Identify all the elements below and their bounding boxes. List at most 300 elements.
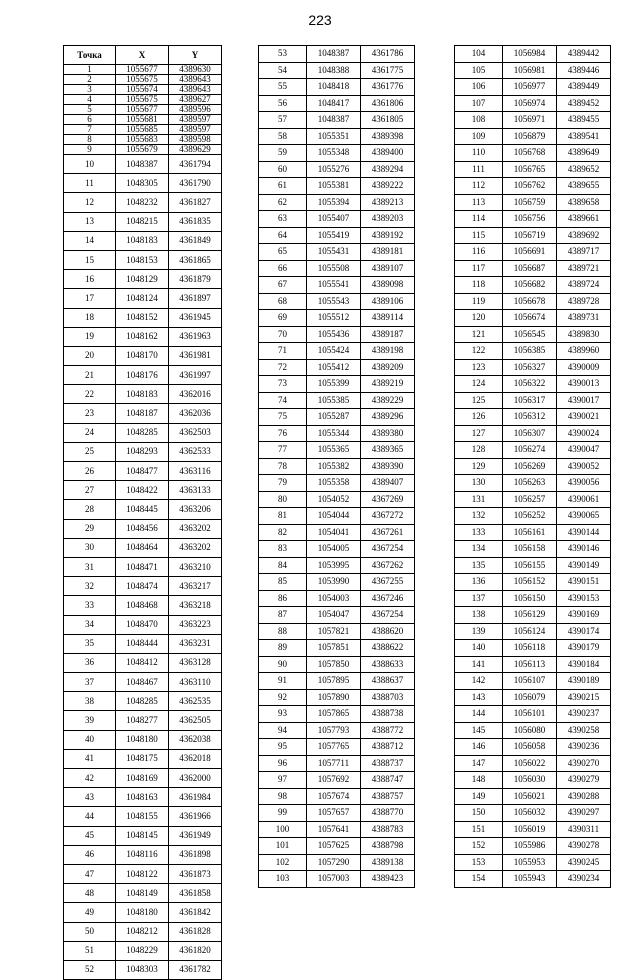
table-row [259,689,415,706]
table-row [455,95,611,112]
x-coordinate-cell: 1056768 [503,145,557,162]
point-number-cell: 43 [64,788,116,807]
point-number-cell: 75 [259,409,307,426]
x-coordinate-cell: 1055351 [307,128,361,145]
point-number-cell: 91 [259,673,307,690]
x-coordinate-cell: 1054047 [307,607,361,624]
x-coordinate-cell: 1048124 [116,289,169,308]
point-number-cell: 66 [259,260,307,277]
x-coordinate-cell: 1055436 [307,326,361,343]
y-coordinate-cell: 4361790 [169,174,222,193]
point-number-cell: 13 [64,212,116,231]
point-number-cell: 68 [259,293,307,310]
table-row [64,423,222,442]
table-row [64,145,222,155]
x-coordinate-cell: 1048456 [116,519,169,538]
y-coordinate-cell: 4390215 [557,689,611,706]
y-coordinate-cell: 4363223 [169,615,222,634]
x-coordinate-cell: 1054044 [307,508,361,525]
table-row [455,194,611,211]
y-coordinate-cell: 4361898 [169,845,222,864]
table-row [455,161,611,178]
table-row [64,960,222,979]
point-number-cell: 136 [455,574,503,591]
point-number-cell: 30 [64,538,116,557]
point-number-cell: 101 [259,838,307,855]
x-coordinate-cell: 1056161 [503,524,557,541]
table-row [64,557,222,576]
point-number-cell: 58 [259,128,307,145]
table-row [455,491,611,508]
point-number-cell: 52 [64,960,116,979]
x-coordinate-cell: 1055541 [307,277,361,294]
table-row [455,574,611,591]
point-number-cell: 78 [259,458,307,475]
table-row [64,749,222,768]
x-coordinate-cell: 1057851 [307,640,361,657]
header-x: X [116,46,169,65]
table-row [455,541,611,558]
table-row [259,359,415,376]
y-coordinate-cell: 4390153 [557,590,611,607]
x-coordinate-cell: 1055348 [307,145,361,162]
point-number-cell: 57 [259,112,307,129]
point-number-cell: 54 [259,62,307,79]
x-coordinate-cell: 1056058 [503,739,557,756]
x-coordinate-cell: 1048470 [116,615,169,634]
point-number-cell: 28 [64,500,116,519]
table-row [455,376,611,393]
y-coordinate-cell: 4389830 [557,326,611,343]
x-coordinate-cell: 1057625 [307,838,361,855]
table-row [455,128,611,145]
x-coordinate-cell: 1056080 [503,722,557,739]
point-number-cell: 116 [455,244,503,261]
x-coordinate-cell: 1048149 [116,884,169,903]
table-row [64,615,222,634]
point-number-cell: 41 [64,749,116,768]
point-number-cell: 137 [455,590,503,607]
point-number-cell: 1 [64,65,116,75]
y-coordinate-cell: 4389596 [169,105,222,115]
point-number-cell: 44 [64,807,116,826]
point-number-cell: 92 [259,689,307,706]
point-number-cell: 63 [259,211,307,228]
point-number-cell: 151 [455,821,503,838]
point-number-cell: 25 [64,442,116,461]
table-row [455,343,611,360]
y-coordinate-cell: 4388757 [361,788,415,805]
y-coordinate-cell: 4389449 [557,79,611,96]
point-number-cell: 149 [455,788,503,805]
point-number-cell: 129 [455,458,503,475]
table-row [64,711,222,730]
table-row [259,442,415,459]
y-coordinate-cell: 4388703 [361,689,415,706]
x-coordinate-cell: 1048215 [116,212,169,231]
x-coordinate-cell: 1056101 [503,706,557,723]
point-number-cell: 8 [64,135,116,145]
y-coordinate-cell: 4363128 [169,653,222,672]
y-coordinate-cell: 4389717 [557,244,611,261]
table-row [455,359,611,376]
table-row [455,145,611,162]
y-coordinate-cell: 4361858 [169,884,222,903]
table-row [259,508,415,525]
y-coordinate-cell: 4390311 [557,821,611,838]
x-coordinate-cell: 1057793 [307,722,361,739]
table-row [455,788,611,805]
x-coordinate-cell: 1048145 [116,826,169,845]
x-coordinate-cell: 1056113 [503,656,557,673]
table-row [455,112,611,129]
table-row [259,95,415,112]
point-number-cell: 138 [455,607,503,624]
x-coordinate-cell: 1056984 [503,46,557,63]
y-coordinate-cell: 4388622 [361,640,415,657]
x-coordinate-cell: 1056079 [503,689,557,706]
point-number-cell: 84 [259,557,307,574]
table-row [259,739,415,756]
point-number-cell: 139 [455,623,503,640]
x-coordinate-cell: 1057692 [307,772,361,789]
point-number-cell: 120 [455,310,503,327]
y-coordinate-cell: 4389442 [557,46,611,63]
y-coordinate-cell: 4361782 [169,960,222,979]
table-row [64,85,222,95]
point-number-cell: 39 [64,711,116,730]
y-coordinate-cell: 4389296 [361,409,415,426]
table-row [259,838,415,855]
x-coordinate-cell: 1055424 [307,343,361,360]
y-coordinate-cell: 4361949 [169,826,222,845]
x-coordinate-cell: 1057711 [307,755,361,772]
table-row [259,524,415,541]
y-coordinate-cell: 4390270 [557,755,611,772]
y-coordinate-cell: 4361945 [169,308,222,327]
x-coordinate-cell: 1057865 [307,706,361,723]
table-row [259,722,415,739]
y-coordinate-cell: 4367246 [361,590,415,607]
x-coordinate-cell: 1056756 [503,211,557,228]
x-coordinate-cell: 1056682 [503,277,557,294]
y-coordinate-cell: 4389724 [557,277,611,294]
x-coordinate-cell: 1048422 [116,481,169,500]
x-coordinate-cell: 1054041 [307,524,361,541]
point-number-cell: 72 [259,359,307,376]
y-coordinate-cell: 4362503 [169,423,222,442]
table-row [259,62,415,79]
point-number-cell: 37 [64,673,116,692]
table-row [259,161,415,178]
y-coordinate-cell: 4389728 [557,293,611,310]
y-coordinate-cell: 4361963 [169,327,222,346]
y-coordinate-cell: 4388737 [361,755,415,772]
table-row [64,95,222,105]
y-coordinate-cell: 4363202 [169,519,222,538]
x-coordinate-cell: 1056150 [503,590,557,607]
point-number-cell: 100 [259,821,307,838]
point-number-cell: 150 [455,805,503,822]
table-row [64,105,222,115]
point-number-cell: 33 [64,596,116,615]
y-coordinate-cell: 4363110 [169,673,222,692]
y-coordinate-cell: 4390144 [557,524,611,541]
point-number-cell: 46 [64,845,116,864]
table-row [455,211,611,228]
point-number-cell: 5 [64,105,116,115]
x-coordinate-cell: 1054052 [307,491,361,508]
point-number-cell: 142 [455,673,503,690]
table-row [64,577,222,596]
point-number-cell: 24 [64,423,116,442]
point-number-cell: 71 [259,343,307,360]
y-coordinate-cell: 4389643 [169,75,222,85]
y-coordinate-cell: 4362533 [169,442,222,461]
point-number-cell: 73 [259,376,307,393]
x-coordinate-cell: 1056974 [503,95,557,112]
table-row [455,854,611,871]
x-coordinate-cell: 1056252 [503,508,557,525]
table-row [455,623,611,640]
table-row [64,404,222,423]
table-row [455,640,611,657]
y-coordinate-cell: 4389209 [361,359,415,376]
x-coordinate-cell: 1048477 [116,462,169,481]
point-number-cell: 143 [455,689,503,706]
table-row [455,508,611,525]
point-number-cell: 7 [64,125,116,135]
y-coordinate-cell: 4367254 [361,607,415,624]
table-row [64,135,222,145]
table-row [259,46,415,63]
y-coordinate-cell: 4390009 [557,359,611,376]
y-coordinate-cell: 4361794 [169,155,222,174]
y-coordinate-cell: 4390288 [557,788,611,805]
table-row [64,212,222,231]
x-coordinate-cell: 1057895 [307,673,361,690]
point-number-cell: 140 [455,640,503,657]
table-row [259,590,415,607]
y-coordinate-cell: 4362505 [169,711,222,730]
point-number-cell: 34 [64,615,116,634]
table-row [455,326,611,343]
y-coordinate-cell: 4390056 [557,475,611,492]
point-number-cell: 86 [259,590,307,607]
x-coordinate-cell: 1055399 [307,376,361,393]
x-coordinate-cell: 1055677 [116,105,169,115]
table-row [64,65,222,75]
table-row [455,772,611,789]
x-coordinate-cell: 1056977 [503,79,557,96]
x-coordinate-cell: 1048412 [116,653,169,672]
x-coordinate-cell: 1055681 [116,115,169,125]
point-number-cell: 98 [259,788,307,805]
table-row [259,623,415,640]
y-coordinate-cell: 4361805 [361,112,415,129]
point-number-cell: 153 [455,854,503,871]
point-number-cell: 9 [64,145,116,155]
header-point: Точка [64,46,116,65]
point-number-cell: 110 [455,145,503,162]
y-coordinate-cell: 4389390 [361,458,415,475]
table-row [455,689,611,706]
y-coordinate-cell: 4389630 [169,65,222,75]
table-row [259,194,415,211]
x-coordinate-cell: 1056312 [503,409,557,426]
table-row [259,772,415,789]
table-row [259,409,415,426]
table-row [259,343,415,360]
table-row [455,755,611,772]
point-number-cell: 16 [64,270,116,289]
point-number-cell: 62 [259,194,307,211]
point-number-cell: 20 [64,346,116,365]
y-coordinate-cell: 4389222 [361,178,415,195]
table-row [64,538,222,557]
table-row [455,706,611,723]
table-row [455,392,611,409]
y-coordinate-cell: 4388783 [361,821,415,838]
x-coordinate-cell: 1055365 [307,442,361,459]
y-coordinate-cell: 4389192 [361,227,415,244]
x-coordinate-cell: 1056155 [503,557,557,574]
x-coordinate-cell: 1048418 [307,79,361,96]
x-coordinate-cell: 1048285 [116,423,169,442]
point-number-cell: 67 [259,277,307,294]
x-coordinate-cell: 1048129 [116,270,169,289]
point-number-cell: 122 [455,343,503,360]
y-coordinate-cell: 4389198 [361,343,415,360]
point-number-cell: 89 [259,640,307,657]
table-row [259,541,415,558]
point-number-cell: 104 [455,46,503,63]
point-number-cell: 152 [455,838,503,855]
point-number-cell: 48 [64,884,116,903]
x-coordinate-cell: 1054005 [307,541,361,558]
table-row [259,821,415,838]
table-row [455,590,611,607]
y-coordinate-cell: 4362036 [169,404,222,423]
y-coordinate-cell: 4363116 [169,462,222,481]
point-number-cell: 49 [64,903,116,922]
y-coordinate-cell: 4361776 [361,79,415,96]
point-number-cell: 36 [64,653,116,672]
y-coordinate-cell: 4390065 [557,508,611,525]
x-coordinate-cell: 1056032 [503,805,557,822]
y-coordinate-cell: 4362038 [169,730,222,749]
table-row [64,692,222,711]
y-coordinate-cell: 4390146 [557,541,611,558]
point-number-cell: 22 [64,385,116,404]
point-number-cell: 141 [455,656,503,673]
table-row [455,79,611,96]
point-number-cell: 45 [64,826,116,845]
x-coordinate-cell: 1056107 [503,673,557,690]
y-coordinate-cell: 4389597 [169,125,222,135]
table-row [64,769,222,788]
point-number-cell: 85 [259,574,307,591]
y-coordinate-cell: 4390174 [557,623,611,640]
y-coordinate-cell: 4389219 [361,376,415,393]
x-coordinate-cell: 1055412 [307,359,361,376]
y-coordinate-cell: 4390021 [557,409,611,426]
x-coordinate-cell: 1056022 [503,755,557,772]
point-number-cell: 133 [455,524,503,541]
y-coordinate-cell: 4361981 [169,346,222,365]
point-number-cell: 60 [259,161,307,178]
point-number-cell: 102 [259,854,307,871]
table-row [259,458,415,475]
x-coordinate-cell: 1048183 [116,231,169,250]
point-number-cell: 53 [259,46,307,63]
point-number-cell: 76 [259,425,307,442]
x-coordinate-cell: 1048474 [116,577,169,596]
y-coordinate-cell: 4389138 [361,854,415,871]
table-row [259,871,415,888]
point-number-cell: 107 [455,95,503,112]
x-coordinate-cell: 1055381 [307,178,361,195]
x-coordinate-cell: 1055986 [503,838,557,855]
table-row [259,376,415,393]
table-row [455,821,611,838]
table-row [64,75,222,85]
x-coordinate-cell: 1055943 [503,871,557,888]
y-coordinate-cell: 4361828 [169,922,222,941]
point-number-cell: 90 [259,656,307,673]
x-coordinate-cell: 1057821 [307,623,361,640]
point-number-cell: 125 [455,392,503,409]
table-row [64,174,222,193]
x-coordinate-cell: 1055675 [116,75,169,85]
table-row [259,244,415,261]
table-row [259,475,415,492]
y-coordinate-cell: 4361897 [169,289,222,308]
x-coordinate-cell: 1057850 [307,656,361,673]
y-coordinate-cell: 4390024 [557,425,611,442]
y-coordinate-cell: 4361786 [361,46,415,63]
point-number-cell: 15 [64,250,116,269]
y-coordinate-cell: 4390189 [557,673,611,690]
x-coordinate-cell: 1048152 [116,308,169,327]
point-number-cell: 144 [455,706,503,723]
x-coordinate-cell: 1048445 [116,500,169,519]
x-coordinate-cell: 1056545 [503,326,557,343]
point-number-cell: 134 [455,541,503,558]
coordinates-table-2 [258,45,415,888]
x-coordinate-cell: 1053995 [307,557,361,574]
y-coordinate-cell: 4389107 [361,260,415,277]
table-row [259,310,415,327]
y-coordinate-cell: 4361849 [169,231,222,250]
point-number-cell: 123 [455,359,503,376]
table-row [259,293,415,310]
y-coordinate-cell: 4389597 [169,115,222,125]
x-coordinate-cell: 1048183 [116,385,169,404]
x-coordinate-cell: 1056762 [503,178,557,195]
point-number-cell: 154 [455,871,503,888]
x-coordinate-cell: 1053990 [307,574,361,591]
x-coordinate-cell: 1057641 [307,821,361,838]
x-coordinate-cell: 1055543 [307,293,361,310]
y-coordinate-cell: 4361865 [169,250,222,269]
table-row [64,864,222,883]
point-number-cell: 47 [64,864,116,883]
point-number-cell: 145 [455,722,503,739]
table-row [455,277,611,294]
y-coordinate-cell: 4388633 [361,656,415,673]
table-row [455,425,611,442]
